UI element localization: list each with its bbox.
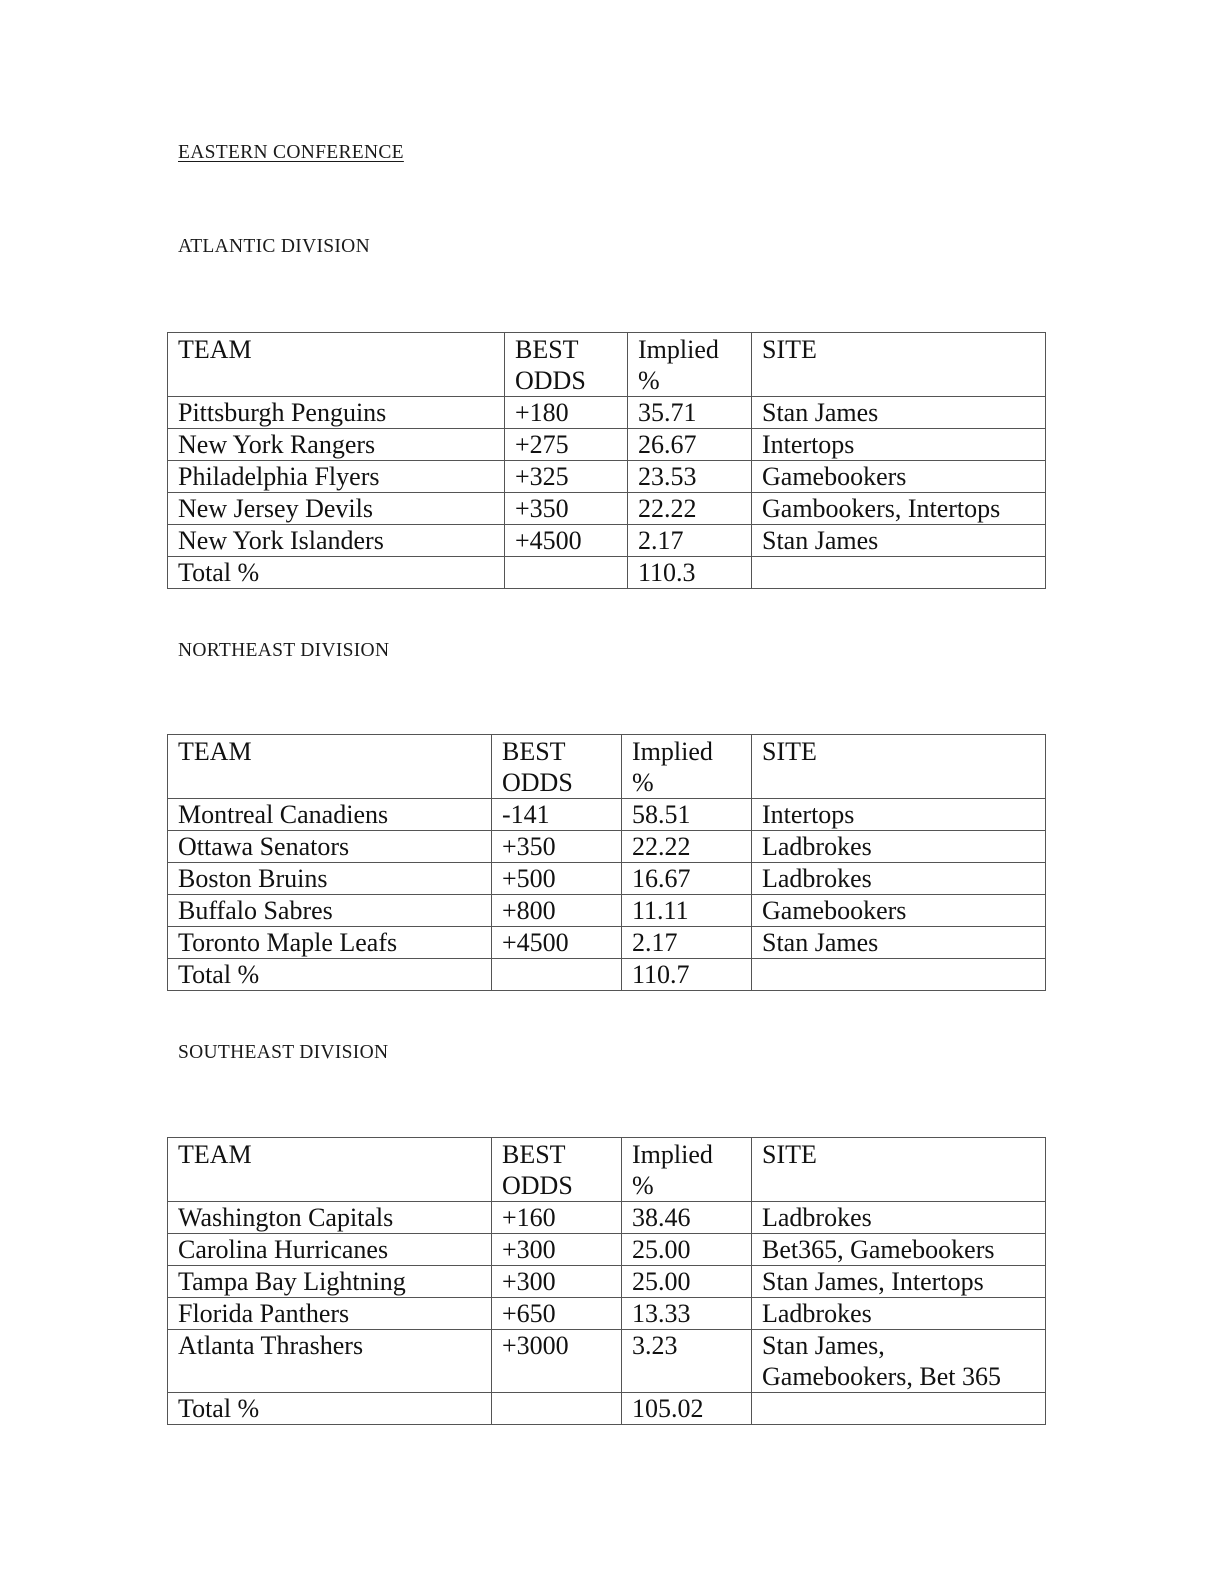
total-site [752, 557, 1046, 589]
northeast-division-table [167, 734, 1046, 991]
header-implied [622, 1138, 752, 1202]
implied-cell: 2.17 [628, 525, 752, 557]
header-team-label: TEAM [178, 335, 252, 364]
division-title-northeast: NORTHEAST DIVISION [178, 640, 390, 661]
site-cell: Ladbrokes [752, 863, 1046, 895]
odds-cell: +180 [505, 397, 628, 429]
odds-cell: +325 [505, 461, 628, 493]
table-row [168, 461, 1046, 493]
team-cell: Ottawa Senators [168, 831, 492, 863]
odds-cell: +4500 [505, 525, 628, 557]
header-implied [622, 735, 752, 799]
site-cell: Ladbrokes [752, 1202, 1046, 1234]
site-cell: Intertops [752, 429, 1046, 461]
total-odds [492, 1393, 622, 1425]
total-odds [505, 557, 628, 589]
header-best-odds [505, 333, 628, 397]
odds-cell: +650 [492, 1298, 622, 1330]
header-team-label: TEAM [178, 1140, 252, 1169]
team-cell: Pittsburgh Penguins [168, 397, 505, 429]
odds-cell: +3000 [492, 1330, 622, 1393]
header-best-odds [492, 735, 622, 799]
header-team [168, 1138, 492, 1202]
header-site [752, 735, 1046, 799]
site-cell: Stan James [752, 397, 1046, 429]
total-label: Total % [168, 1393, 492, 1425]
site-cell: Bet365, Gamebookers [752, 1234, 1046, 1266]
implied-cell: 25.00 [622, 1266, 752, 1298]
team-cell: Carolina Hurricanes [168, 1234, 492, 1266]
implied-cell: 3.23 [622, 1330, 752, 1393]
site-cell: Intertops [752, 799, 1046, 831]
header-team [168, 735, 492, 799]
header-site-label: SITE [762, 737, 817, 766]
table-row [168, 1234, 1046, 1266]
implied-cell: 23.53 [628, 461, 752, 493]
header-site [752, 1138, 1046, 1202]
total-site [752, 1393, 1046, 1425]
site-cell: Stan James [752, 525, 1046, 557]
division-title-southeast: SOUTHEAST DIVISION [178, 1042, 389, 1063]
odds-cell: +300 [492, 1234, 622, 1266]
total-implied: 105.02 [622, 1393, 752, 1425]
team-cell: Washington Capitals [168, 1202, 492, 1234]
total-label: Total % [168, 959, 492, 991]
implied-cell: 25.00 [622, 1234, 752, 1266]
header-implied-line2: % [638, 366, 660, 395]
team-cell: New York Rangers [168, 429, 505, 461]
table-row [168, 895, 1046, 927]
implied-cell: 58.51 [622, 799, 752, 831]
team-cell: Philadelphia Flyers [168, 461, 505, 493]
header-implied-line2: % [632, 1171, 654, 1200]
team-cell: Tampa Bay Lightning [168, 1266, 492, 1298]
odds-cell: +300 [492, 1266, 622, 1298]
total-implied: 110.3 [628, 557, 752, 589]
implied-cell: 38.46 [622, 1202, 752, 1234]
team-cell: Atlanta Thrashers [168, 1330, 492, 1393]
header-odds-line2: ODDS [502, 1171, 573, 1200]
total-row [168, 557, 1046, 589]
site-cell: Ladbrokes [752, 1298, 1046, 1330]
odds-cell: +275 [505, 429, 628, 461]
site-cell: Stan James, Intertops [752, 1266, 1046, 1298]
division-title-atlantic: ATLANTIC DIVISION [178, 236, 370, 257]
site-cell: Gambookers, Intertops [752, 493, 1046, 525]
odds-cell: -141 [492, 799, 622, 831]
team-cell: Florida Panthers [168, 1298, 492, 1330]
implied-cell: 35.71 [628, 397, 752, 429]
implied-cell: 11.11 [622, 895, 752, 927]
odds-cell: +500 [492, 863, 622, 895]
header-odds-line2: ODDS [515, 366, 586, 395]
table-header-row [168, 735, 1046, 799]
table-row [168, 1202, 1046, 1234]
team-cell: Toronto Maple Leafs [168, 927, 492, 959]
team-cell: New Jersey Devils [168, 493, 505, 525]
odds-cell: +160 [492, 1202, 622, 1234]
southeast-division-table [167, 1137, 1046, 1425]
table-row [168, 831, 1046, 863]
table-row [168, 799, 1046, 831]
table-row [168, 429, 1046, 461]
header-implied-line1: Implied [632, 737, 713, 766]
team-cell: Montreal Canadiens [168, 799, 492, 831]
header-best-odds [492, 1138, 622, 1202]
odds-cell: +350 [505, 493, 628, 525]
table-row [168, 1298, 1046, 1330]
header-odds-line1: BEST [502, 1140, 566, 1169]
implied-cell: 2.17 [622, 927, 752, 959]
implied-cell: 22.22 [628, 493, 752, 525]
header-odds-line1: BEST [502, 737, 566, 766]
table-row [168, 863, 1046, 895]
header-implied-line2: % [632, 768, 654, 797]
team-cell: Buffalo Sabres [168, 895, 492, 927]
header-odds-line1: BEST [515, 335, 579, 364]
site-cell: Gamebookers [752, 461, 1046, 493]
odds-cell: +4500 [492, 927, 622, 959]
table-row [168, 525, 1046, 557]
table-row [168, 1330, 1046, 1393]
site-cell: Stan James [752, 927, 1046, 959]
site-cell: Gamebookers [752, 895, 1046, 927]
header-team-label: TEAM [178, 737, 252, 766]
conference-title: EASTERN CONFERENCE [178, 142, 404, 163]
team-cell: Boston Bruins [168, 863, 492, 895]
implied-cell: 16.67 [622, 863, 752, 895]
table-row [168, 927, 1046, 959]
implied-cell: 22.22 [622, 831, 752, 863]
total-implied: 110.7 [622, 959, 752, 991]
header-team [168, 333, 505, 397]
implied-cell: 13.33 [622, 1298, 752, 1330]
table-header-row [168, 333, 1046, 397]
header-odds-line2: ODDS [502, 768, 573, 797]
implied-cell: 26.67 [628, 429, 752, 461]
header-implied-line1: Implied [638, 335, 719, 364]
atlantic-division-table [167, 332, 1046, 589]
table-header-row [168, 1138, 1046, 1202]
header-site-label: SITE [762, 335, 817, 364]
header-site [752, 333, 1046, 397]
site-cell: Stan James, Gamebookers, Bet 365 [752, 1330, 1046, 1393]
total-site [752, 959, 1046, 991]
total-row [168, 959, 1046, 991]
table-row [168, 1266, 1046, 1298]
header-implied-line1: Implied [632, 1140, 713, 1169]
header-implied [628, 333, 752, 397]
total-label: Total % [168, 557, 505, 589]
team-cell: New York Islanders [168, 525, 505, 557]
site-cell: Ladbrokes [752, 831, 1046, 863]
odds-cell: +800 [492, 895, 622, 927]
odds-cell: +350 [492, 831, 622, 863]
total-row [168, 1393, 1046, 1425]
table-row [168, 493, 1046, 525]
total-odds [492, 959, 622, 991]
table-row [168, 397, 1046, 429]
header-site-label: SITE [762, 1140, 817, 1169]
